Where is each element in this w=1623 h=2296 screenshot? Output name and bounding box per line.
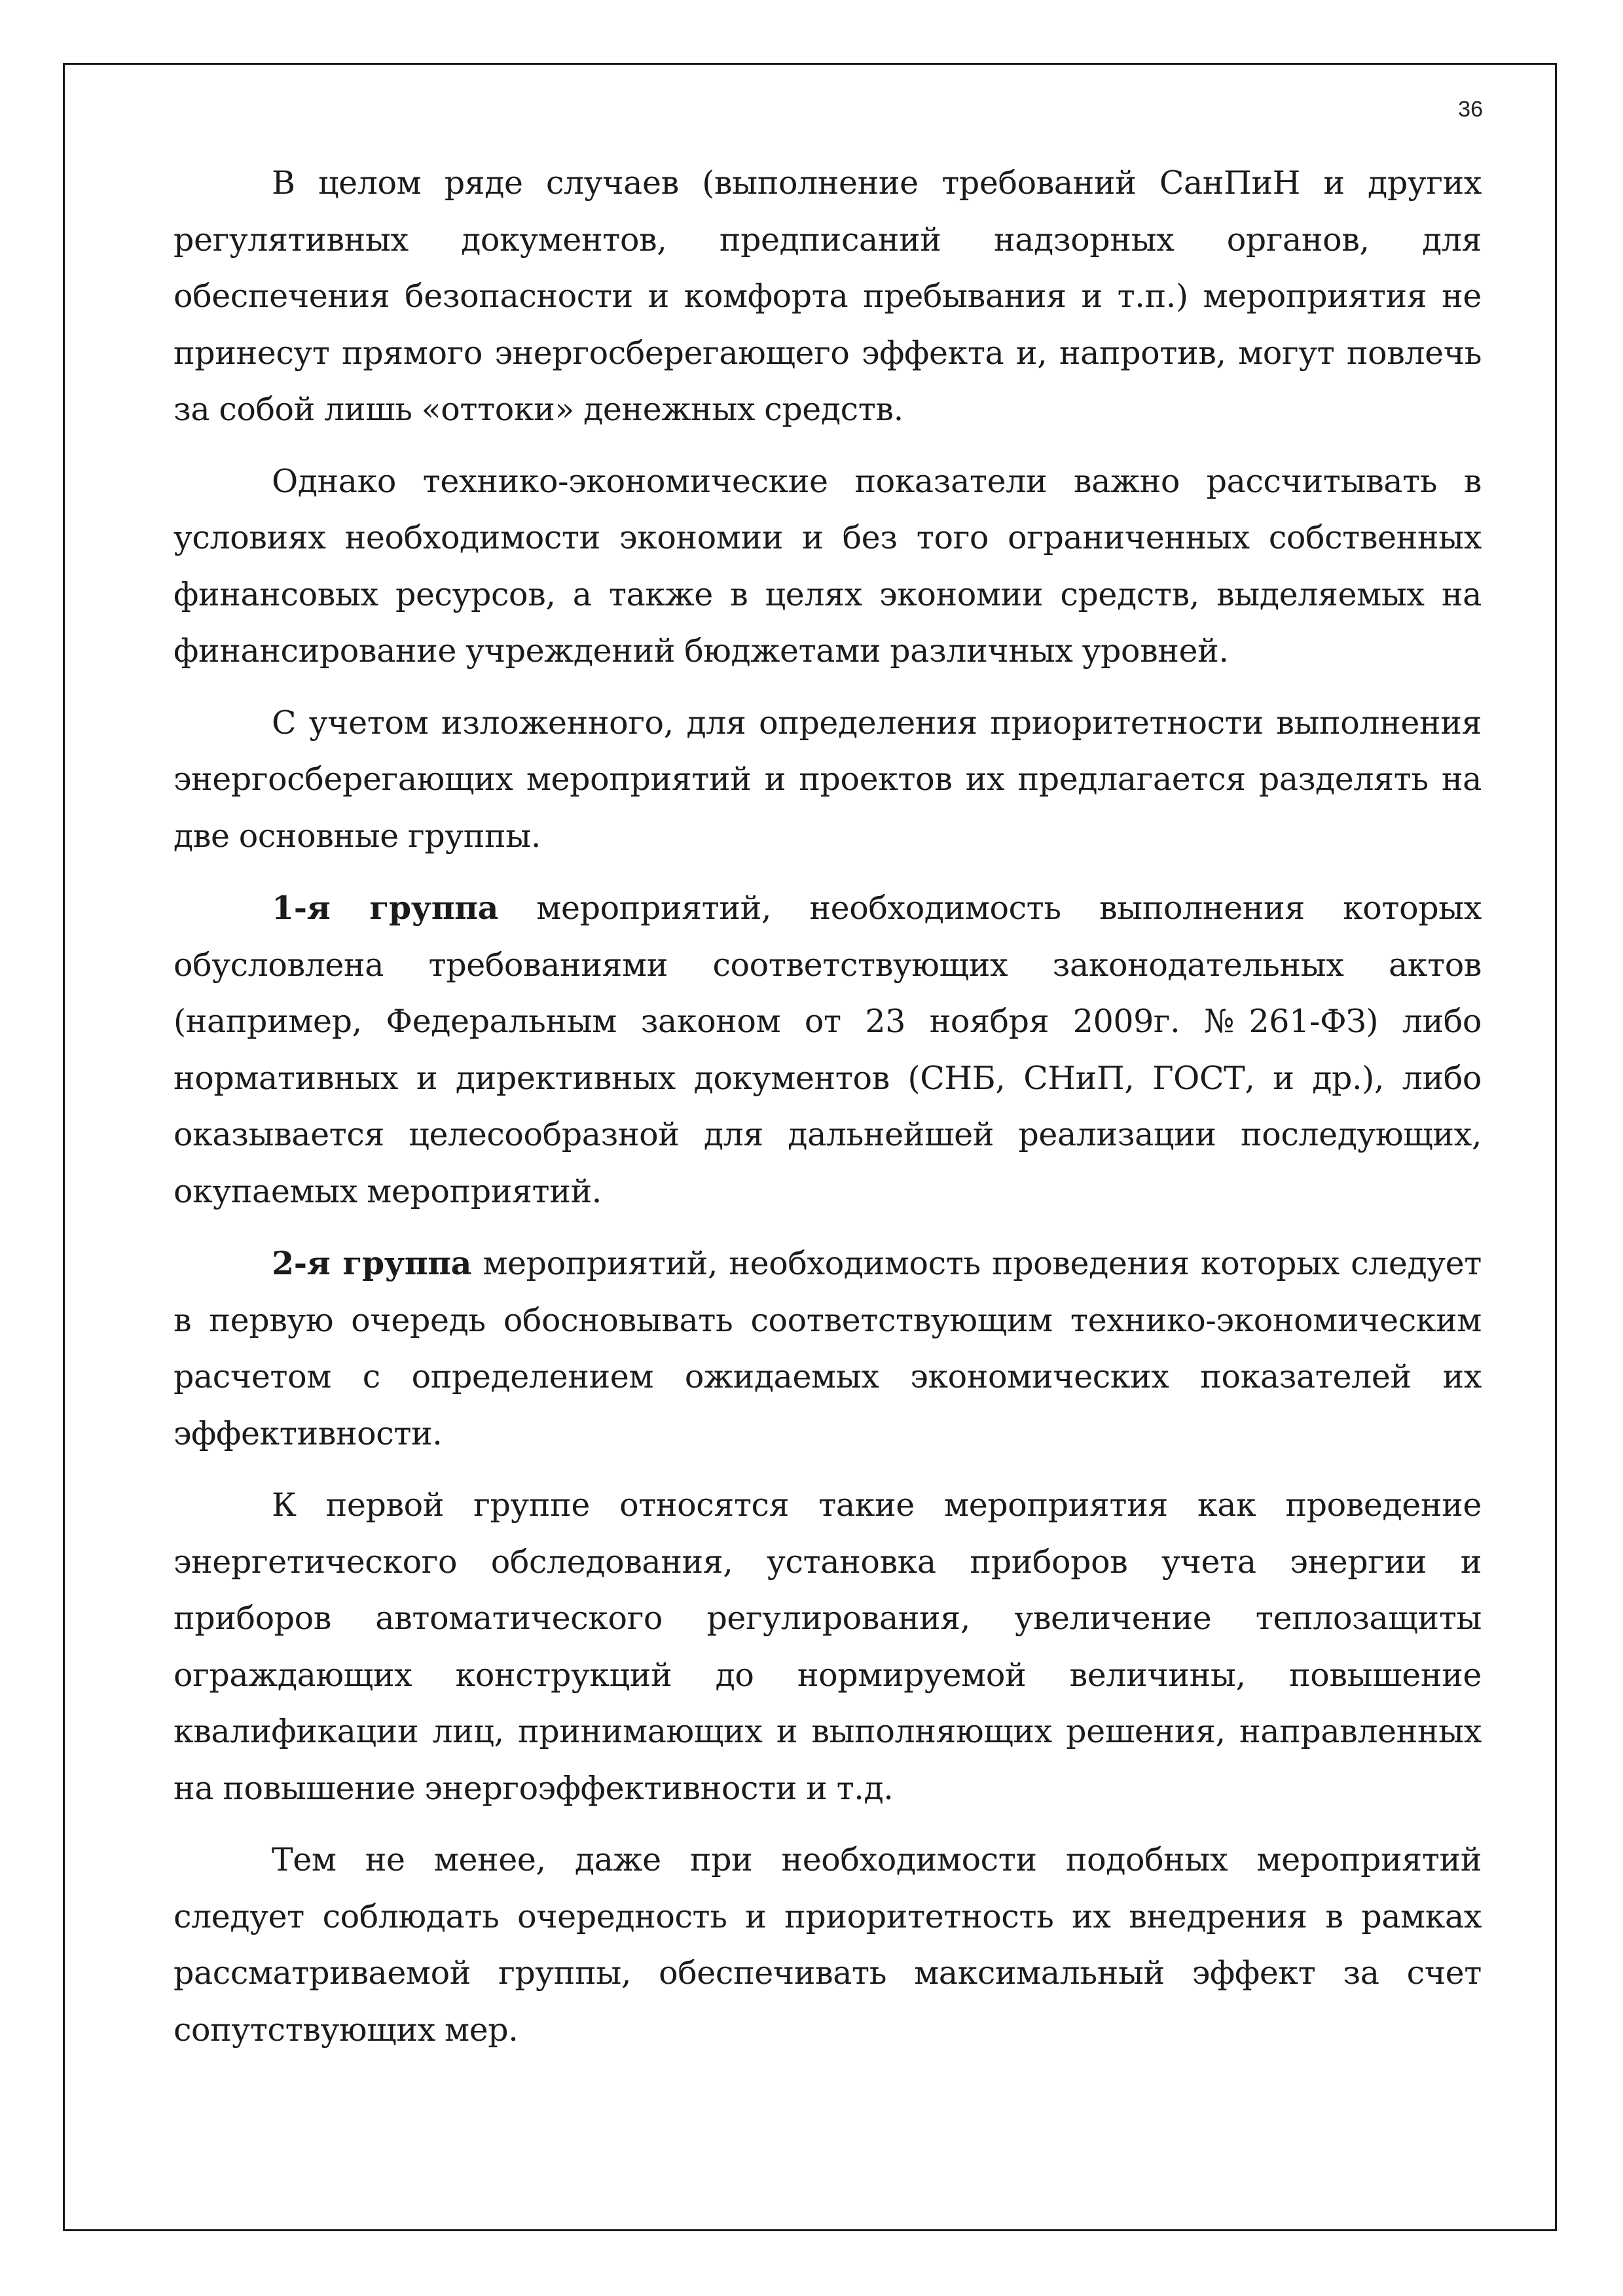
group-2-description: мероприятий, необходимость проведения которых следует в первую очередь обосновывать соответствующим технико-экономическим расчетом с определением ожидаемых экономических показателей их эффективности. <box>173 1245 1482 1452</box>
paragraph-group-2 <box>173 1235 1482 1462</box>
paragraph-sanpin-cases: В целом ряде случаев (выполнение требований СанПиН и других регулятивных документов, предписаний надзорных органов, для обеспечения безопасности и комфорта пребывания и т.п.) мероприятия не принесут прямого энергосберегающего эффекта и, напротив, могут повлечь за собой лишь «оттоки» денежных средств. <box>173 164 1482 428</box>
paragraph-priority-implementation: Тем не менее, даже при необходимости подобных мероприятий следует соблюдать очередность и приоритетность их внедрения в рамках рассматриваемой группы, обеспечивать максимальный эффект за счет сопутствующих мер. <box>173 1841 1482 2049</box>
page-number: 36 <box>1458 97 1483 122</box>
document-body <box>173 155 1482 2073</box>
paragraph-technical-economic-indicators: Однако технико-экономические показатели важно рассчитывать в условиях необходимости экономии и без того ограниченных собственных финансовых ресурсов, а также в целях экономии средств, выделяемых на финансирование учреждений бюджетами различных уровней. <box>173 462 1482 670</box>
group-1-heading: 1-я группа <box>272 889 498 927</box>
paragraph-first-group-measures: К первой группе относятся такие мероприятия как проведение энергетического обследования, установка приборов учета энергии и приборов автоматического регулирования, увеличение теплозащиты ограждающих конструкций до нормируемой величины, повышение квалификации лиц, принимающих и выполняющих решения, направленных на повышение энергоэффективности и т.д. <box>173 1486 1482 1807</box>
group-2-heading: 2-я группа <box>272 1244 471 1282</box>
paragraph-group-1 <box>173 880 1482 1220</box>
group-1-description: мероприятий, необходимость выполнения которых обусловлена требованиями соответствующих законодательных актов (например, Федеральным законом от 23 ноября 2009г. №261-ФЗ) либо нормативных и директивных документов (СНБ, СНиП, ГОСТ, и др.), либо оказывается целесообразной для дальнейшей реализации последующих, окупаемых мероприятий. <box>173 889 1482 1210</box>
paragraph-two-groups-intro: С учетом изложенного, для определения приоритетности выполнения энергосберегающих мероприятий и проектов их предлагается разделять на две основные группы. <box>173 704 1482 855</box>
